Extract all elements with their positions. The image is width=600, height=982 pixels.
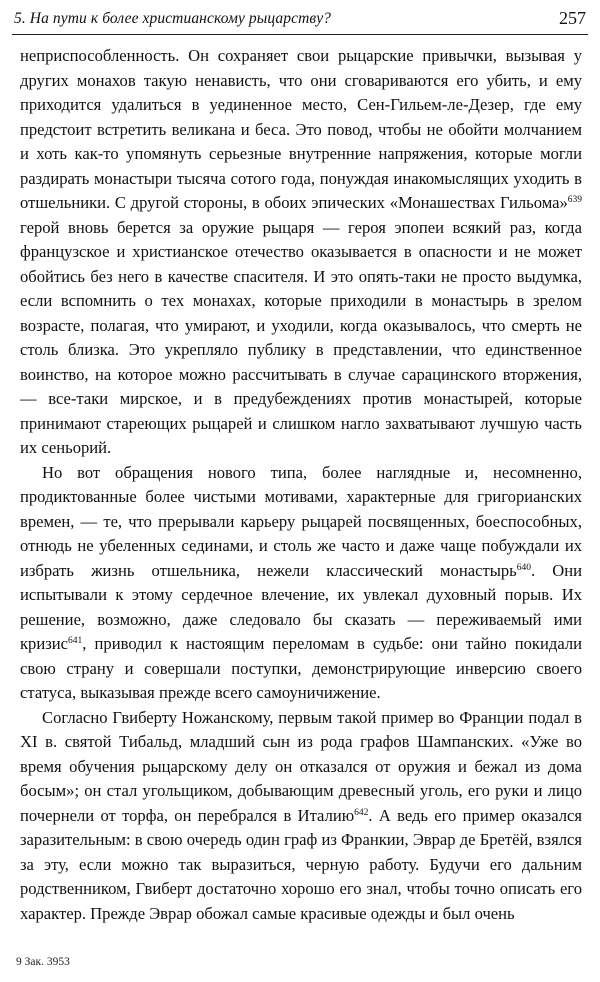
body-text (20, 44, 582, 926)
running-head (14, 8, 586, 34)
paragraph (20, 461, 582, 706)
paragraph (20, 44, 582, 461)
text-segment: герой вновь берется за оружие рыцаря — героя эпопеи всякий раз, когда французское и христианское отечество оказывается в опасности и не может обойтись без него в качестве спасителя. И это опять-таки не просто выдумка, если вспомнить о тех монахах, которые приходили в монастырь в зрелом возрасте, полагая, что умирают, и уходили, когда оказывалось, что смерть не столь близка. Это укрепляло публику в представлении, что единственное воинство, на которое можно рассчитывать в случае сарацинского вторжения, — все-таки мирское, и в предубеждениях против монастырей, которые принимают стареющих рыцарей и слишком нагло захватывают лучшую часть их сеньорий. (20, 217, 582, 457)
text-segment: неприспособленность. Он сохраняет свои рыцарские привычки, вызывая у других монахов такую ненависть, что они сговариваются его убить, и ему приходится удалиться в уединенное место, Сен-Гильем-ле-Дезер, где ему предстоит встретить великана и беса. Это повод, чтобы не обойти молчанием и хоть как-то упомянуть серьезные внутренние напряжения, которые могли раздирать монастыри тысяча сотого года, понуждая инакомыслящих уходить в отшельники. С другой стороны, в обоих эпических «Монашествах Гильома» (20, 46, 582, 212)
paragraph (20, 706, 582, 927)
footnote-ref[interactable]: 640 (516, 562, 531, 573)
header-rule (12, 34, 588, 35)
text-segment: . А ведь его пример оказался заразительным: в свою очередь один граф из Франкии, Эврар де Бретёй, взялся за эту, если можно так выразиться, черную работу. Будучи его дальним родственником, Гвиберт достаточно хорошо его знал, чтобы точно описать его характер. Прежде Эврар обожал самые красивые одежды и был очень (20, 805, 582, 923)
signature-mark: 9 Зак. 3953 (16, 956, 70, 968)
text-segment: Но вот обращения нового типа, более наглядные и, несомненно, продиктованные более чистыми мотивами, характерные для григорианских времен, — те, что прерывали карьеру рыцарей посвященных, боеспособных, отнюдь не убеленных сединами, и столь же часто и даже чаще побуждали их избрать жизнь отшельника, нежели классический монастырь (20, 462, 582, 580)
text-segment: . Они испытывали к этому сердечное влечение, их увлекал духовный порыв. Их решение, возможно, даже следовало бы сказать — переживаемый ими кризис (20, 560, 583, 653)
page-number: 257 (559, 8, 586, 28)
running-title: 5. На пути к более христианскому рыцарству? (14, 10, 332, 27)
text-segment: , приводил к настоящим переломам в судьбе: они тайно покидали свою страну и совершали поступки, демонстрирующие инверсию своего статуса, выказывая прежде всего самоуничижение. (20, 634, 582, 702)
text-segment: Согласно Гвиберту Ножанскому, первым такой пример во Франции подал в XI в. святой Тибальд, младший сын из рода графов Шампанских. «Уже во время обучения рыцарскому делу он отказался от оружия и бежал из дома босым»; он стал угольщиком, добывающим древесный уголь, его руки и лицо почернели от торфа, он перебрался в Италию (20, 707, 582, 825)
footnote-ref[interactable]: 642 (354, 807, 369, 818)
footnote-ref[interactable]: 639 (567, 195, 582, 205)
footnote-ref[interactable]: 641 (68, 636, 83, 646)
